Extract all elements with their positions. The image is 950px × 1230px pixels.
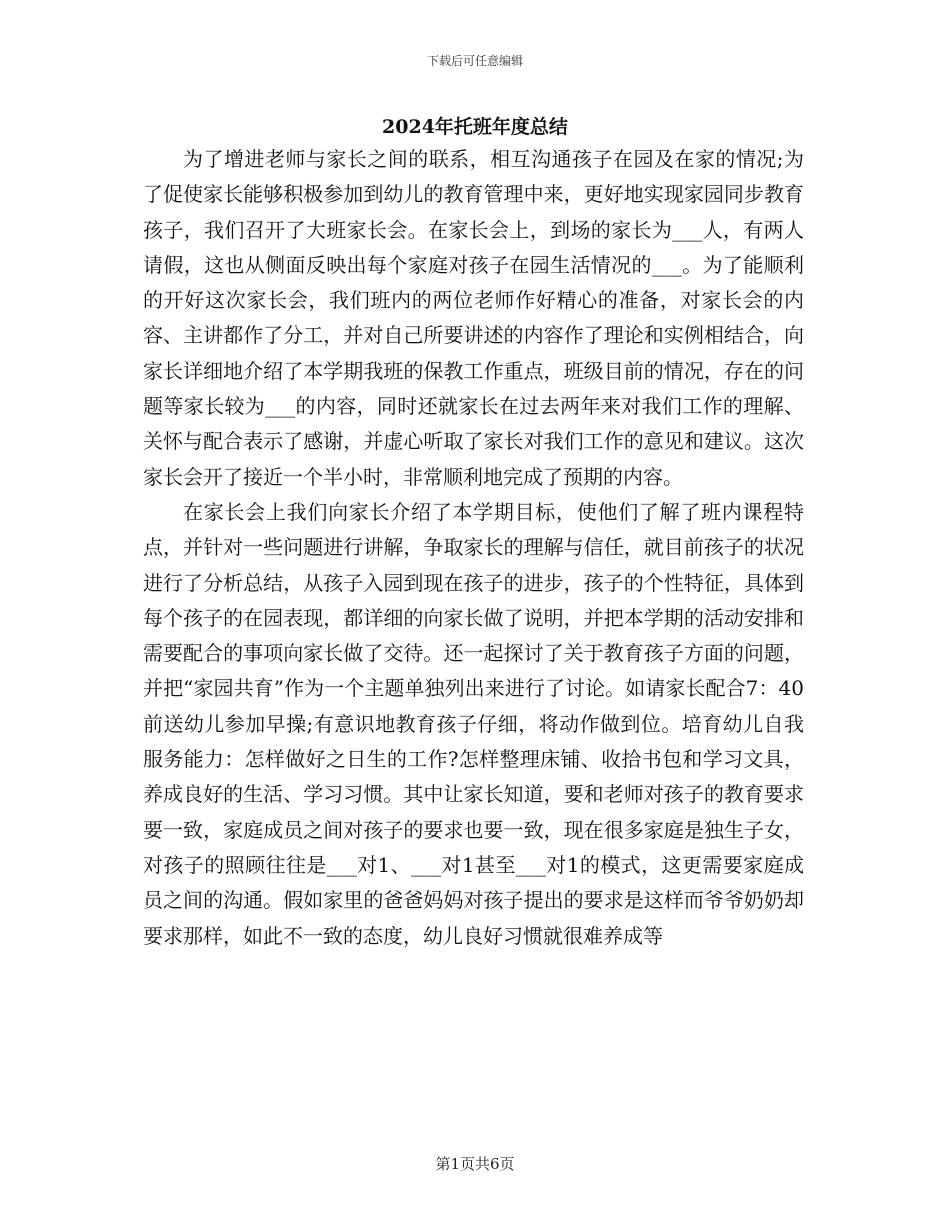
- page-number: 第1页共6页: [435, 1155, 515, 1173]
- document-title: 2024年托班年度总结: [382, 116, 568, 138]
- paragraph-2: 在家长会上我们向家长介绍了本学期目标，使他们了解了班内课程特点，并针对一些问题进行讲解，争取家长的理解与信任，就目前孩子的状况进行了分析总结，从孩子入园到现在孩子的进步，孩子的个性特征，具体到每个孩子的在园表现，都详细的向家长做了说明，并把本学期的活动安排和需要配合的事项向家长做了交待。还一起探讨了关于教育孩子方面的问题，并把“家园共育”作为一个主题单独列出来进行了讨论。如请家长配合7：40前送幼儿参加早操;有意识地教育孩子仔细，将动作做到位。培育幼儿自我服务能力：怎样做好之日生的工作?怎样整理床铺、收拾书包和学习文具，养成良好的生活、学习习惯。其中让家长知道，要和老师对孩子的教育要求要一致，家庭成员之间对孩子的要求也要一致，现在很多家庭是独生子女，对孩子的照顾往往是___对1、___对1甚至___对1的模式，这更需要家庭成员之间的沟通。假如家里的爸爸妈妈对孩子提出的要求是这样而爷爷奶奶却要求那样，如此不一致的态度，幼儿良好习惯就很难养成等: [143, 499, 804, 948]
- document-body: [143, 142, 804, 954]
- page-header-note: 下载后可任意编辑: [426, 54, 523, 68]
- paragraph-1: 为了增进老师与家长之间的联系，相互沟通孩子在园及在家的情况;为了促使家长能够积极参加到幼儿的教育管理中来，更好地实现家园同步教育孩子，我们召开了大班家长会。在家长会上，到场的家长为___人，有两人请假，这也从侧面反映出每个家庭对孩子在园生活情况的___。为了能顺利的开好这次家长会，我们班内的两位老师作好精心的准备，对家长会的内容、主讲都作了分工，并对自己所要讲述的内容作了理论和实例相结合，向家长详细地介绍了本学期我班的保教工作重点，班级目前的情况，存在的问题等家长较为___的内容，同时还就家长在过去两年来对我们工作的理解、关怀与配合表示了感谢，并虚心听取了家长对我们工作的意见和建议。这次家长会开了接近一个半小时，非常顺利地完成了预期的内容。: [143, 147, 804, 489]
